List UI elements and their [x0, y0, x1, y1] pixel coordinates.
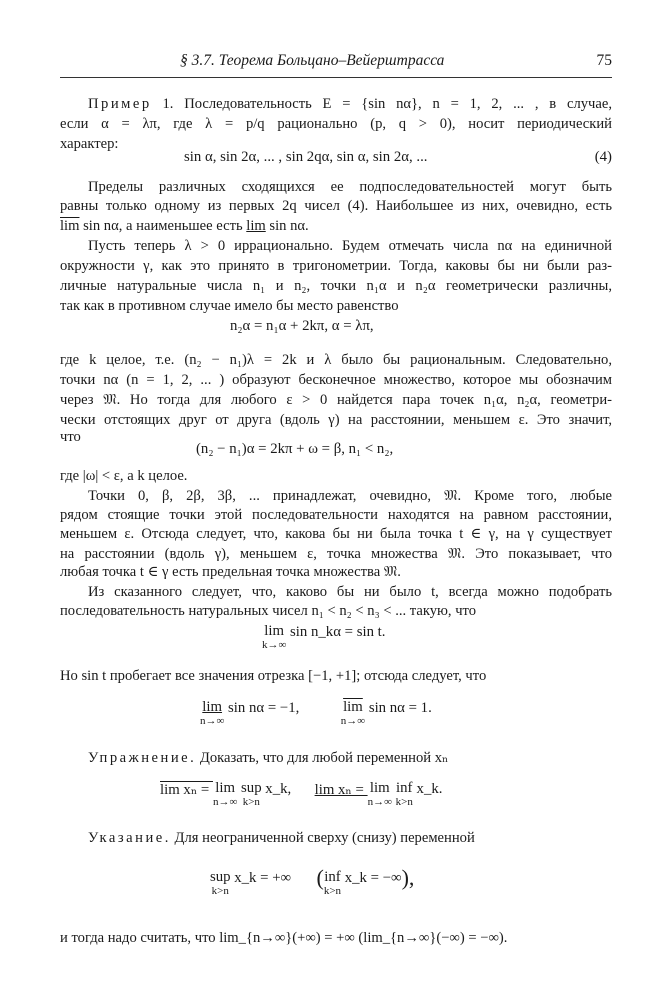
hint-line: Указание. Для неограниченной сверху (снизу) переменной — [88, 830, 475, 846]
equation-e: lim xₙ = lim n→∞ sup k>n x_k, lim xₙ = lim n→∞ inf k>n x_k. — [160, 780, 443, 808]
para2-line-1: Пределы различных сходящихся ее подпоследовательностей могут быть — [88, 179, 612, 195]
final-line: и тогда надо считать, что lim_{n→∞}(+∞) = +∞ (lim_{n→∞}(−∞) = −∞). — [60, 930, 508, 946]
equation-a: n₂α = n₁α + 2kπ, α = λπ, — [230, 318, 374, 334]
para7-line-2: последовательность натуральных чисел n₁ < n₂ < n₃ < ... такую, что — [60, 603, 477, 619]
para3-line-1: Пусть теперь λ > 0 иррационально. Будем отмечать числа nα на единичной — [88, 238, 612, 254]
example-label: Пример — [88, 96, 152, 112]
para4-line-4: чески отстоящих друг от друга (вдоль γ) на расстоянии, меньшем ε. Это значит, — [60, 412, 612, 428]
equation-f: sup k>n x_k = +∞ (inf k>n x_k = −∞), — [210, 865, 415, 897]
exercise-line: Упражнение. Доказать, что для любой переменной xₙ — [88, 750, 449, 766]
header-rule — [60, 77, 612, 78]
equation-c: lim k→∞ sin n_kα = sin t. — [262, 623, 386, 651]
hint-label: Указание. — [88, 830, 171, 846]
para6-line-3: меньшем ε. Отсюда следует, что, какова бы ни была точка t ∈ γ, на γ существует — [60, 526, 612, 542]
equation-b: (n₂ − n₁)α = 2kπ + ω = β, n₁ < n₂, — [196, 441, 394, 457]
para4-line-1: где k целое, т.е. (n₂ − n₁)λ = 2k и λ было бы рациональным. Следовательно, — [60, 352, 612, 368]
example-line-3: характер: — [60, 136, 119, 152]
para4-line-5: что — [60, 429, 81, 445]
para7-line-1: Из сказанного следует, что, каково бы ни было t, всегда можно подобрать — [88, 584, 612, 600]
para2-line-3: $\overline{lim}$ sin nα, а наименьшее есть lim sin nα. — [60, 218, 309, 234]
para6-line-2: рядом стоящие точки этой последовательности находятся на равном расстоянии, — [60, 507, 612, 523]
para8-line-1: Но sin t пробегает все значения отрезка [−1, +1]; отсюда следует, что — [60, 668, 487, 684]
running-header — [60, 52, 612, 74]
para4-line-3: через 𝔐. Но тогда для любого ε > 0 найдется пара точек n₁α, n₂α, геометри- — [60, 392, 612, 408]
para6-line-4: на расстоянии (вдоль γ), меньшем ε, точка множества 𝔐. Это показывает, что — [60, 546, 612, 562]
para4-line-2: точки nα (n = 1, 2, ... ) образуют бесконечное множество, которое мы обозначим — [60, 372, 612, 388]
para3-line-3: личные натуральные числа n₁ и n₂, точки n₁α и n₂α геометрически различны, — [60, 278, 612, 294]
exercise-label: Упражнение. — [88, 750, 197, 766]
para6-line-1: Точки 0, β, 2β, 3β, ... принадлежат, очевидно, 𝔐. Кроме того, любые — [88, 488, 612, 504]
para6-line-5: любая точка t ∈ γ есть предельная точка множества 𝔐. — [60, 564, 401, 580]
para3-line-2: окружности γ, как это принято в тригонометрии. Тогда, каковы бы ни были раз- — [60, 258, 612, 274]
example-line-1: Пример 1. Последовательность E = {sin nα}, n = 1, 2, ... , в случае, — [88, 96, 612, 112]
equation-4: sin α, sin 2α, ... , sin 2qα, sin α, sin 2α, ... — [184, 149, 428, 165]
para2-line-2: равны только одному из первых 2q чисел (4). Наибольшее из них, очевидно, есть — [60, 198, 612, 214]
header-title: § 3.7. Теорема Больцано–Вейерштрасса — [180, 52, 445, 69]
page-number: 75 — [596, 52, 612, 69]
para3-line-4: так как в противном случае имело бы место равенство — [60, 298, 399, 314]
example-line-2: если α = λπ, где λ = p/q рационально (p, q > 0), носит периодический — [60, 116, 612, 132]
equation-d: lim n→∞ sin nα = −1, $\overline{lim}$ n→∞ sin nα = 1. — [200, 699, 432, 727]
para5-line-1: где |ω| < ε, а k целое. — [60, 468, 188, 484]
equation-4-number: (4) — [594, 149, 612, 165]
